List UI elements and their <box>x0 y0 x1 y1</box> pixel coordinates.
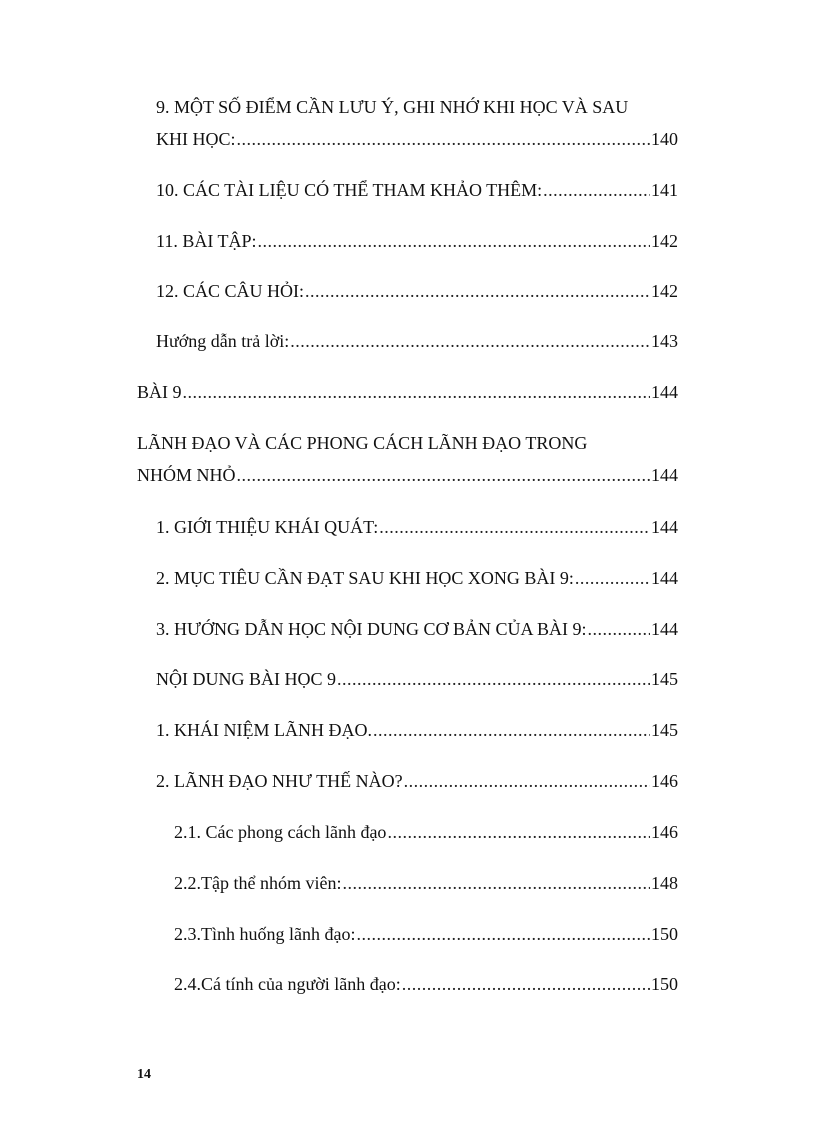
toc-page-number: 144 <box>651 568 678 588</box>
toc-entry-title-line1: LÃNH ĐẠO VÀ CÁC PHONG CÁCH LÃNH ĐẠO TRONG <box>137 433 588 453</box>
dot-leader <box>342 872 650 894</box>
toc-entry-title-line1: 9. MỘT SỐ ĐIỂM CẦN LƯU Ý, GHI NHỚ KHI HỌC VÀ SAU <box>156 97 629 117</box>
toc-entry[interactable] <box>174 923 678 945</box>
dot-leader <box>237 464 651 486</box>
toc-entry-title: 2.2.Tập thể nhóm viên: <box>174 873 342 893</box>
dot-leader <box>305 280 650 302</box>
toc-page-number: 144 <box>651 517 678 537</box>
toc-entry[interactable] <box>174 821 678 843</box>
toc-entry-title: 10. CÁC TÀI LIỆU CÓ THỂ THAM KHẢO THÊM: <box>156 180 543 200</box>
toc-entry-title: 1. GIỚI THIỆU KHÁI QUÁT: <box>156 517 379 537</box>
toc-page-number: 142 <box>651 231 678 251</box>
toc-page-number: 142 <box>651 281 678 301</box>
toc-entry-title: KHI HỌC: <box>156 129 236 149</box>
toc-page-number: 146 <box>651 822 678 842</box>
toc-entry[interactable] <box>156 330 678 352</box>
toc-page-number: 148 <box>651 873 678 893</box>
toc-page-number: 144 <box>651 465 678 485</box>
toc-entry[interactable] <box>156 516 678 538</box>
toc-entry-title: NHÓM NHỎ <box>137 465 236 485</box>
toc-entry-title: 3. HƯỚNG DẪN HỌC NỘI DUNG CƠ BẢN CỦA BÀI 9: <box>156 619 587 639</box>
toc-entry-title: 2.3.Tình huống lãnh đạo: <box>174 924 356 944</box>
toc-entry[interactable] <box>156 96 678 150</box>
toc-entry[interactable] <box>137 381 678 403</box>
dot-leader <box>402 973 650 995</box>
dot-leader <box>183 381 651 403</box>
toc-page-number: 143 <box>651 331 678 351</box>
toc-entry[interactable] <box>137 432 678 486</box>
dot-leader <box>373 719 650 741</box>
toc-page-number: 140 <box>651 129 678 149</box>
dot-leader <box>575 567 650 589</box>
toc-entry-title: 2. MỤC TIÊU CẦN ĐẠT SAU KHI HỌC XONG BÀI 9: <box>156 568 574 588</box>
page-number: 14 <box>137 1067 151 1082</box>
toc-entry[interactable] <box>156 719 678 741</box>
toc-entry-title: Hướng dẫn trả lời: <box>156 331 290 351</box>
toc-entry[interactable] <box>174 872 678 894</box>
toc-entry[interactable] <box>156 618 678 640</box>
toc-entry-title: NỘI DUNG BÀI HỌC 9 <box>156 669 336 689</box>
toc-entry-title: 2.1. Các phong cách lãnh đạo <box>174 822 387 842</box>
toc-entry-title: 12. CÁC CÂU HỎI: <box>156 281 305 301</box>
toc-page-number: 146 <box>651 771 678 791</box>
toc-entry-title: 2.4.Cá tính của người lãnh đạo: <box>174 974 401 994</box>
dot-leader <box>404 770 650 792</box>
toc-page-number: 150 <box>651 924 678 944</box>
toc-entry[interactable] <box>156 668 678 690</box>
toc-entry-title: 11. BÀI TẬP: <box>156 231 257 251</box>
dot-leader <box>258 230 650 252</box>
toc-entry[interactable] <box>156 179 678 201</box>
toc-entry[interactable] <box>156 280 678 302</box>
dot-leader <box>290 330 650 352</box>
toc-entry[interactable] <box>156 770 678 792</box>
toc-page-number: 145 <box>651 720 678 740</box>
toc-entry[interactable] <box>174 973 678 995</box>
toc-page-number: 150 <box>651 974 678 994</box>
dot-leader <box>356 923 650 945</box>
toc-entry-title: 1. KHÁI NIỆM LÃNH ĐẠO. <box>156 720 372 740</box>
dot-leader <box>237 128 651 150</box>
dot-leader <box>587 618 650 640</box>
toc-page-number: 141 <box>651 180 678 200</box>
toc-entry-title: BÀI 9 <box>137 382 182 402</box>
toc-entry[interactable] <box>156 230 678 252</box>
dot-leader <box>379 516 650 538</box>
dot-leader <box>543 179 650 201</box>
toc-page-number: 145 <box>651 669 678 689</box>
dot-leader <box>337 668 650 690</box>
toc-page-number: 144 <box>651 382 678 402</box>
dot-leader <box>387 821 650 843</box>
toc-page-number: 144 <box>651 619 678 639</box>
toc-entry[interactable] <box>156 567 678 589</box>
toc-entry-title: 2. LÃNH ĐẠO NHƯ THẾ NÀO? <box>156 771 403 791</box>
